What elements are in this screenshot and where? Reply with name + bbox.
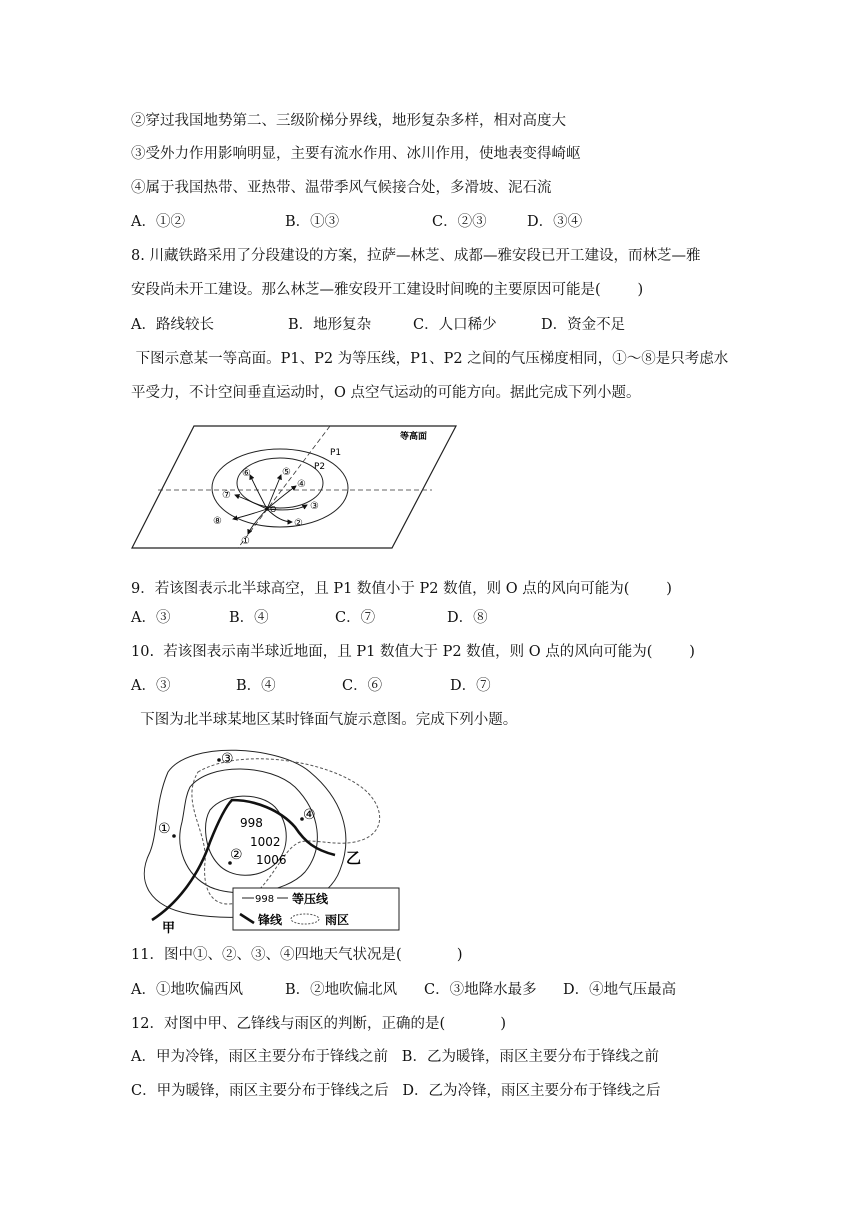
q9-options — [131, 608, 731, 628]
arrow-label-5: ⑤ — [282, 467, 291, 478]
q8-options — [131, 315, 731, 335]
point-1 — [172, 834, 176, 838]
q9-option-d[interactable]: D．⑧ — [447, 610, 488, 626]
q11-stem: 11．图中①、②、③、④四地天气状况是( ) — [131, 947, 463, 963]
intro2-line1: 下图为北半球某地区某时锋面气旋示意图。完成下列小题。 — [131, 712, 518, 728]
legend-front-label: 锋线 — [258, 913, 283, 927]
label-plane: 等高面 — [400, 432, 428, 442]
frontal-cyclone-figure — [130, 742, 405, 934]
arrow-label-1: ① — [241, 536, 250, 547]
q10-option-b[interactable]: B．④ — [236, 678, 276, 694]
arrow-label-7: ⑦ — [222, 490, 231, 501]
q7-statement-3: ③受外力作用影响明显，主要有流水作用、冰川作用，使地表变得崎岖 — [131, 146, 581, 162]
point-label-3: ③ — [221, 751, 234, 767]
arrow-6 — [250, 475, 267, 509]
iso-label-998: 998 — [240, 816, 263, 830]
label-p2: P2 — [314, 462, 326, 472]
arrow-label-2: ② — [294, 518, 303, 529]
arrow-5 — [267, 475, 281, 509]
q10-option-c[interactable]: C．⑥ — [342, 678, 383, 694]
point-label-1: ① — [158, 821, 171, 837]
q8-option-b[interactable]: B．地形复杂 — [288, 317, 372, 333]
point-label-2: ② — [230, 847, 243, 863]
q11-option-b[interactable]: B．②地吹偏北风 — [285, 982, 398, 998]
q7-statement-4: ④属于我国热带、亚热带、温带季风气候接合处，多滑坡、泥石流 — [131, 180, 552, 196]
legend-box — [233, 888, 399, 930]
label-origin: O — [270, 505, 277, 514]
front-label-a: 甲 — [162, 921, 176, 934]
arrow-label-3: ③ — [310, 501, 319, 512]
front-label-b: 乙 — [346, 849, 362, 867]
intro1-line1: 下图示意某一等高面。P1、P2 为等压线，P1、P2 之间的气压梯度相同，①～⑧是只考虑水 — [131, 351, 729, 367]
legend-iso-number: 998 — [255, 894, 275, 905]
isobar-plane-figure — [130, 420, 460, 555]
iso-label-1002: 1002 — [250, 835, 281, 849]
q10-stem: 10. 若该图表示南半球近地面，且 P1 数值大于 P2 数值，则 O 点的风向可能为( ) — [131, 644, 695, 660]
q12-options-ab[interactable]: A．甲为冷锋，雨区主要分布于锋线之前 B．乙为暖锋，雨区主要分布于锋线之前 — [131, 1049, 659, 1065]
q9-stem: 9．若该图表示北半球高空，且 P1 数值小于 P2 数值，则 O 点的风向可能为( ) — [131, 581, 672, 597]
q7-option-d[interactable]: D．③④ — [527, 214, 583, 230]
q12-options-cd[interactable]: C．甲为暖锋，雨区主要分布于锋线之后 D．乙为冷锋，雨区主要分布于锋线之后 — [131, 1083, 661, 1099]
q10-options — [131, 676, 731, 696]
label-p1: P1 — [330, 448, 342, 458]
vertical-axis — [238, 426, 330, 548]
q7-option-a[interactable]: A．①② — [131, 214, 185, 230]
q8-stem-line1: 8. 川藏铁路采用了分段建设的方案，拉萨—林芝、成都—雅安段已开工建设，而林芝—雅 — [131, 248, 701, 264]
q7-option-b[interactable]: B．①③ — [285, 214, 340, 230]
legend-iso-label: 等压线 — [292, 892, 329, 906]
arrow-label-8: ⑧ — [213, 516, 222, 527]
q7-option-c[interactable]: C．②③ — [432, 214, 487, 230]
arrow-7 — [235, 495, 267, 509]
q8-option-c[interactable]: C．人口稀少 — [413, 317, 497, 333]
arrow-1 — [248, 509, 267, 534]
legend-rain-label: 雨区 — [325, 913, 350, 927]
q8-option-a[interactable]: A．路线较长 — [131, 317, 214, 333]
q7-options — [131, 212, 731, 232]
q9-option-c[interactable]: C．⑦ — [335, 610, 376, 626]
q10-option-d[interactable]: D．⑦ — [450, 678, 491, 694]
iso-label-1006: 1006 — [256, 853, 287, 867]
q11-option-c[interactable]: C．③地降水最多 — [424, 982, 537, 998]
q8-stem-line2: 安段尚未开工建设。那么林芝—雅安段开工建设时间晚的主要原因可能是( ) — [131, 282, 644, 298]
point-label-4: ④ — [303, 807, 316, 823]
arrow-label-6: ⑥ — [242, 468, 251, 479]
isobar-p1 — [212, 449, 348, 527]
q10-option-a[interactable]: A．③ — [131, 678, 171, 694]
q9-option-a[interactable]: A．③ — [131, 610, 171, 626]
intro1-line2: 平受力，不计空间垂直运动时，O 点空气运动的可能方向。据此完成下列小题。 — [131, 385, 641, 401]
q11-option-a[interactable]: A．①地吹偏西风 — [131, 982, 243, 998]
q7-statement-2: ②穿过我国地势第二、三级阶梯分界线，地形复杂多样，相对高度大 — [131, 113, 566, 129]
q11-option-d[interactable]: D．④地气压最高 — [563, 982, 677, 998]
arrow-label-4: ④ — [297, 479, 306, 490]
q12-stem: 12．对图中甲、乙锋线与雨区的判断，正确的是( ) — [131, 1016, 507, 1032]
q9-option-b[interactable]: B．④ — [229, 610, 269, 626]
q8-option-d[interactable]: D．资金不足 — [541, 317, 626, 333]
q11-options — [131, 980, 731, 1000]
